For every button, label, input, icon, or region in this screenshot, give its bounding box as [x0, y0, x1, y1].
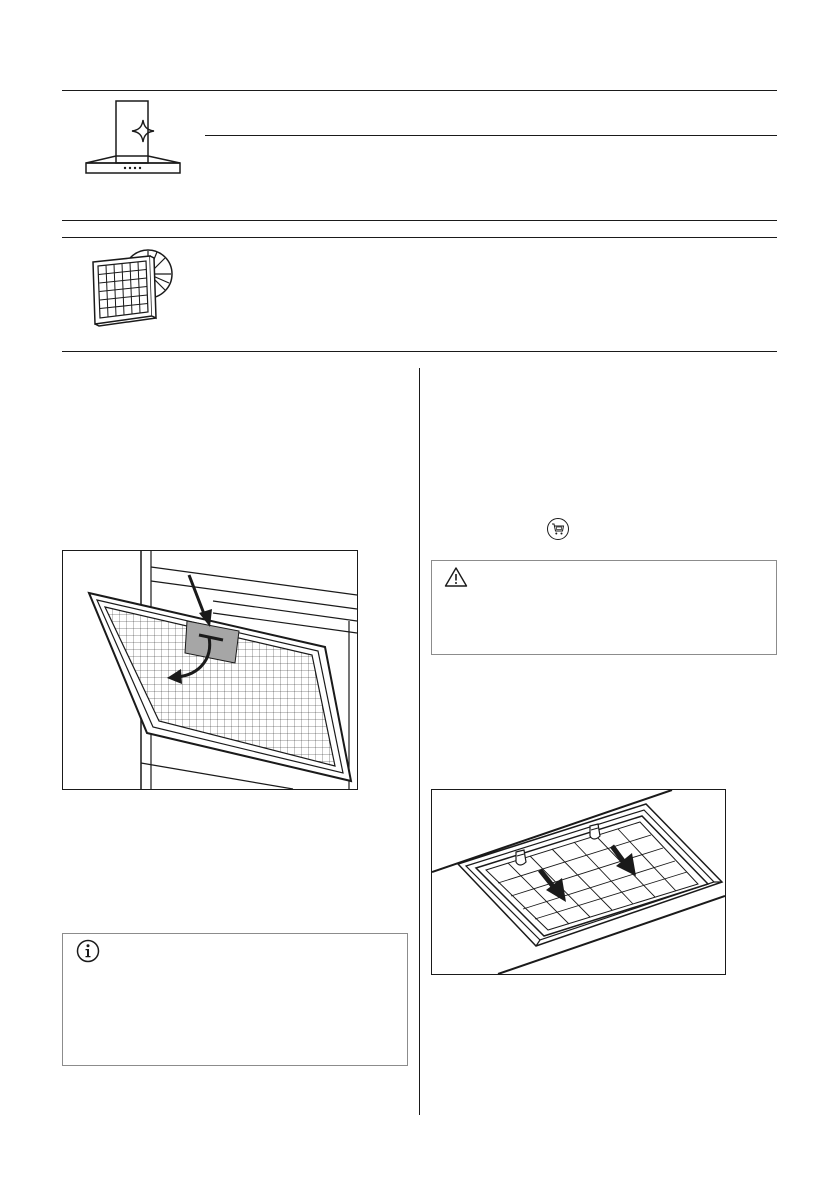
info-box: [62, 933, 408, 1066]
section-bottom-rule: [62, 351, 777, 352]
shop-cart-icon: [546, 517, 570, 541]
section-divider-rule: [62, 220, 777, 221]
grease-filter-removal-illustration: [62, 550, 358, 790]
warning-box: [431, 560, 777, 655]
column-divider: [419, 368, 420, 1115]
charcoal-filter-removal-illustration: [431, 789, 726, 975]
warning-triangle-icon: [444, 566, 468, 588]
grease-charcoal-filter-icon: [80, 246, 176, 328]
hood-sparkle-icon: [84, 100, 182, 176]
section-top-rule-2: [62, 237, 777, 238]
section-sub-rule: [205, 135, 777, 136]
section-top-rule: [62, 90, 777, 91]
info-icon: [76, 939, 100, 963]
